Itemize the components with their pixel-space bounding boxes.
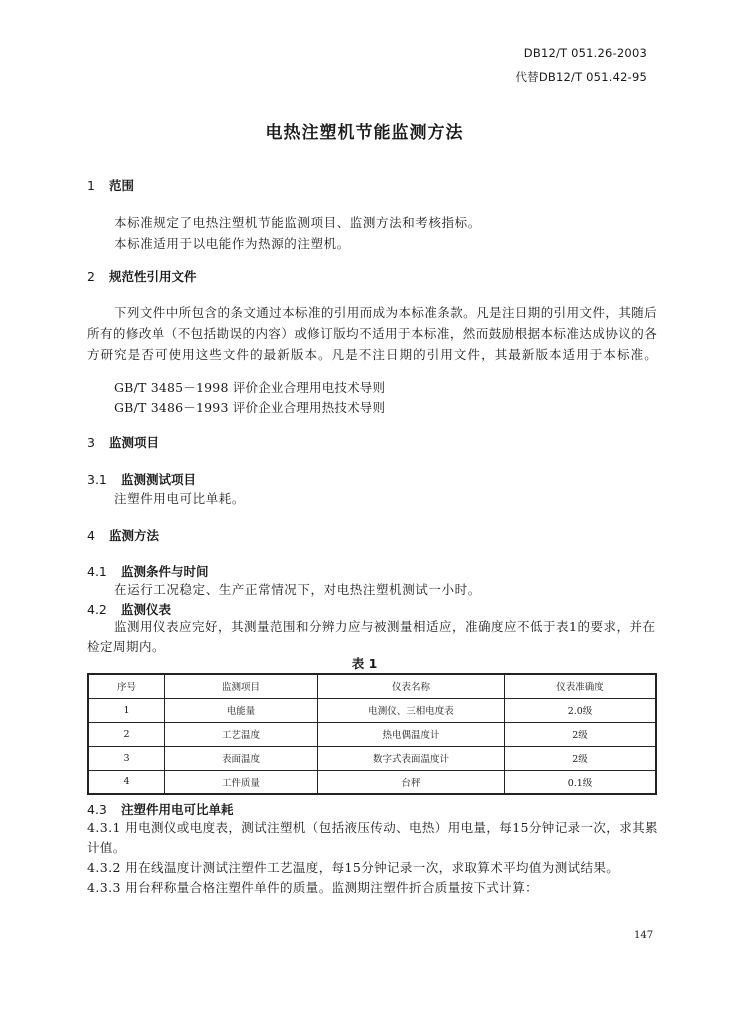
section-4-3-1-number: 4.3.1	[87, 820, 121, 835]
table-cell: 4	[88, 770, 165, 794]
page-number: 147	[634, 930, 654, 941]
section-3-1-heading	[87, 470, 196, 488]
section-4-3-3-body: 用台秤称量合格注塑件单件的质量。监测期注塑件折合质量按下式计算：	[125, 880, 538, 895]
section-1-heading	[87, 176, 134, 194]
section-3-heading	[87, 433, 159, 451]
table-1	[87, 673, 657, 795]
section-4-2-number: 4.2	[87, 602, 107, 617]
section-2-number: 2	[87, 269, 95, 284]
section-4-2-title: 监测仪表	[121, 602, 172, 617]
page-title: 电热注塑机节能监测方法	[265, 123, 464, 143]
table-cell: 3	[88, 746, 165, 770]
section-3-1-title: 监测测试项目	[121, 472, 197, 487]
section-4-3-number: 4.3	[87, 802, 107, 817]
table-header-cell: 监测项目	[165, 674, 318, 698]
table-cell: 2级	[505, 746, 657, 770]
section-4-3-1-body: 用电测仪或电度表，测试注塑机（包括液压传动、电热）用电量，每15分钟记录一次，求其累计值。	[87, 820, 658, 855]
table-cell: 表面温度	[165, 746, 318, 770]
table-header-row	[88, 674, 656, 698]
table-row	[88, 770, 656, 794]
reference-2: GB/T 3486－1993 评价企业合理用热技术导则	[114, 400, 386, 415]
table-cell: 0.1级	[505, 770, 657, 794]
section-1-line-1: 本标准规定了电热注塑机节能监测项目、监测方法和考核指标。	[114, 215, 481, 230]
section-4-3-title: 注塑件用电可比单耗	[121, 802, 234, 817]
table-cell: 台秤	[318, 770, 505, 794]
section-4-3-2-text	[87, 858, 619, 876]
table-header-cell: 仪表准确度	[505, 674, 657, 698]
table-cell: 2.0级	[505, 698, 657, 722]
section-4-1-title: 监测条件与时间	[121, 564, 209, 579]
table-cell: 1	[88, 698, 165, 722]
section-3-1-text: 注塑件用电可比单耗。	[114, 491, 246, 506]
section-1-number: 1	[87, 178, 95, 193]
table-cell: 电测仪、三相电度表	[318, 698, 505, 722]
section-2-heading	[87, 267, 197, 285]
table-cell: 数字式表面温度计	[318, 746, 505, 770]
table-row	[88, 722, 656, 746]
table-1-caption: 表 1	[351, 656, 378, 671]
section-4-3-1-text	[87, 818, 659, 858]
section-4-3-3-number: 4.3.3	[87, 880, 121, 895]
section-3-number: 3	[87, 435, 95, 450]
section-4-3-2-body: 用在线温度计测试注塑件工艺温度，每15分钟记录一次，求取算术平均值为测试结果。	[125, 860, 620, 875]
table-header-cell: 仪表名称	[318, 674, 505, 698]
section-3-title: 监测项目	[109, 435, 160, 450]
table-cell: 电能量	[165, 698, 318, 722]
section-4-1-heading	[87, 562, 209, 580]
replaces-code: 代替DB12/T 051.42-95	[515, 70, 647, 84]
section-4-1-text: 在运行工况稳定、生产正常情况下，对电热注塑机测试一小时。	[114, 582, 481, 597]
section-4-3-heading	[87, 800, 234, 818]
reference-1: GB/T 3485－1998 评价企业合理用电技术导则	[114, 380, 386, 395]
table-cell: 2	[88, 722, 165, 746]
section-4-heading	[87, 526, 159, 544]
table-cell: 热电偶温度计	[318, 722, 505, 746]
section-4-3-3-text	[87, 878, 538, 896]
section-2-title: 规范性引用文件	[109, 269, 197, 284]
table-row	[88, 698, 656, 722]
section-4-1-number: 4.1	[87, 564, 107, 579]
table-cell: 2级	[505, 722, 657, 746]
section-4-title: 监测方法	[109, 528, 160, 543]
table-cell: 工艺温度	[165, 722, 318, 746]
section-2-paragraph: 下列文件中所包含的条文通过本标准的引用而成为本标准条款。凡是注日期的引用文件，其随后所有的修改单（不包括勘误的内容）或修订版均不适用于本标准，然而鼓励根据本标准达成协议的各方研究是否可使用这些文件的最新版本。凡是不注日期的引用文件，其最新版本适用于本标准。	[87, 305, 657, 362]
section-3-1-number: 3.1	[87, 472, 107, 487]
section-1-line-2: 本标准适用于以电能作为热源的注塑机。	[114, 236, 350, 251]
section-4-number: 4	[87, 528, 95, 543]
table-row	[88, 746, 656, 770]
table-header-cell: 序号	[88, 674, 165, 698]
section-1-title: 范围	[109, 178, 135, 193]
table-cell: 工件质量	[165, 770, 318, 794]
section-4-3-2-number: 4.3.2	[87, 860, 121, 875]
section-4-2-text: 监测用仪表应完好，其测量范围和分辨力应与被测量相适应，准确度应不低于表1的要求，并在检定周期内。	[87, 619, 656, 654]
section-4-2-heading	[87, 600, 171, 618]
standard-code: DB12/T 051.26-2003	[523, 46, 647, 60]
